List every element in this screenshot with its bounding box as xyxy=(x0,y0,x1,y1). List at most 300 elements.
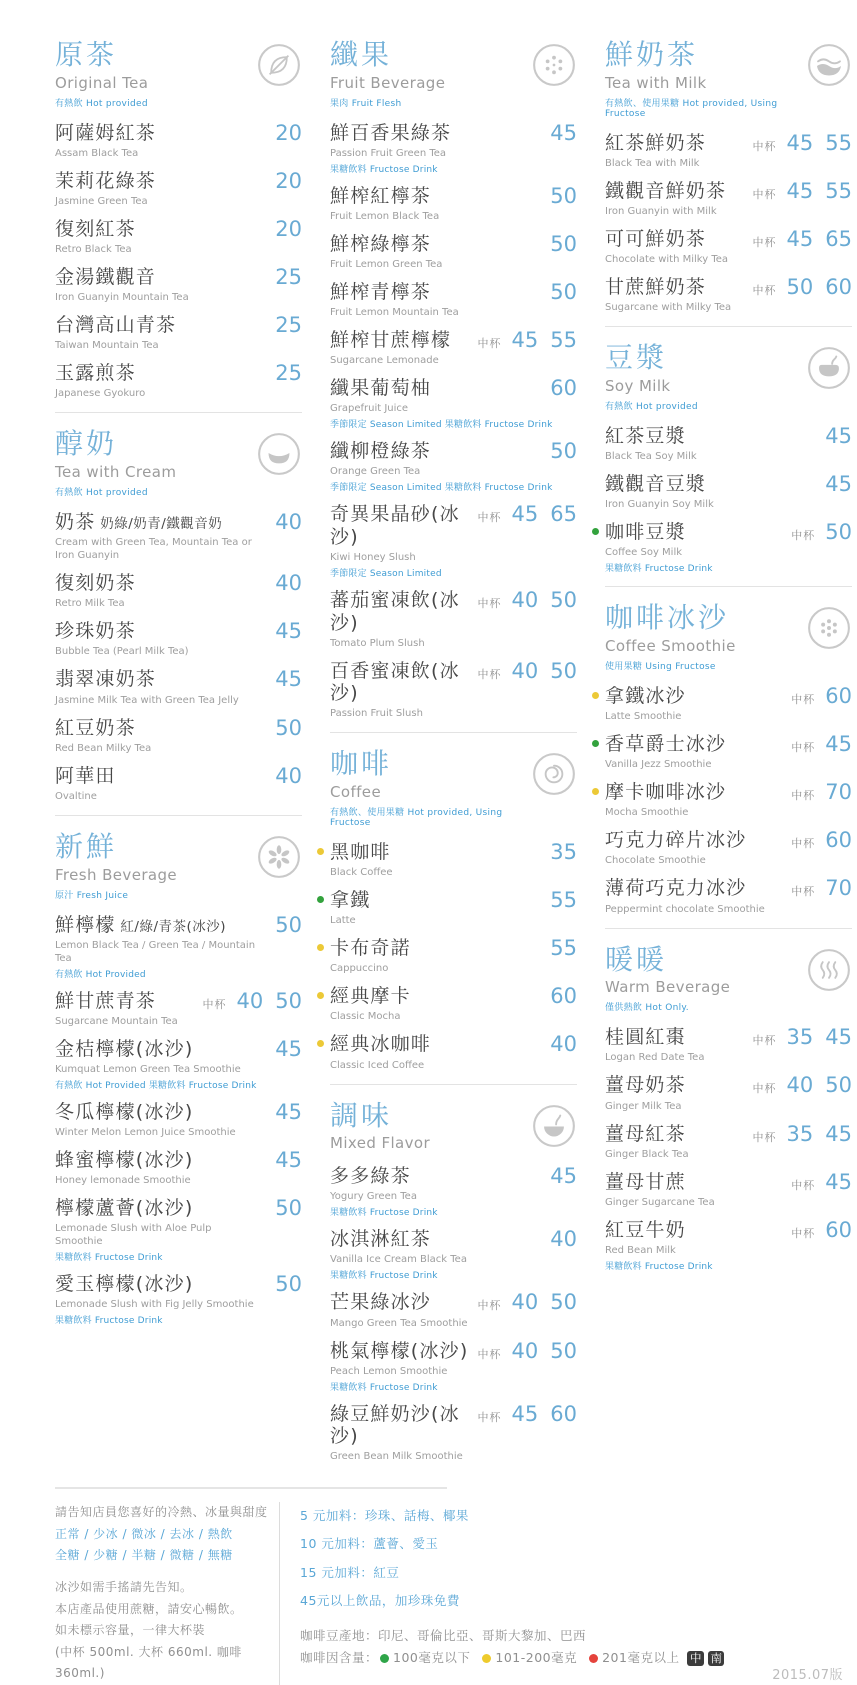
item-name xyxy=(330,985,411,1008)
item-name-en: Honey lemonade Smoothie xyxy=(55,1174,191,1186)
section-fresh-beverage xyxy=(55,829,302,1327)
item-name-variant: 紅/綠/青茶(冰沙) xyxy=(115,918,227,935)
item-row xyxy=(55,990,302,1013)
item-name xyxy=(55,620,136,643)
menu-item xyxy=(605,425,852,463)
item-row xyxy=(55,914,302,937)
item-row xyxy=(55,1038,302,1061)
item-name-en: Vanilla Ice Cream Black Tea xyxy=(330,1254,467,1266)
menu-item xyxy=(330,937,577,975)
price-value: 45 xyxy=(275,1147,302,1172)
item-name-en: Iron Guanyin Mountain Tea xyxy=(55,292,189,304)
item-name-en: Classic Mocha xyxy=(330,1011,401,1023)
item-name xyxy=(330,185,431,208)
item-name xyxy=(330,660,470,706)
item-name-variant: 奶綠/奶青/鐵觀音奶 xyxy=(95,516,223,533)
item-row xyxy=(55,1197,302,1220)
section-titles xyxy=(330,40,445,109)
item-row xyxy=(605,425,852,448)
menu-item xyxy=(605,685,852,723)
item-name-en: Latte Smoothie xyxy=(605,711,682,723)
item-name xyxy=(55,170,156,193)
item-name-en: Green Bean Milk Smoothie xyxy=(330,1451,463,1463)
item-name xyxy=(605,521,686,544)
item-name-zh: 冬瓜檸檬(冰沙) xyxy=(55,1100,194,1123)
item-name xyxy=(330,1403,470,1449)
item-prices xyxy=(542,1033,577,1056)
item-row xyxy=(55,765,302,788)
cup-size-label: 中杯 xyxy=(477,337,502,351)
menu-item xyxy=(330,1228,577,1281)
item-prices xyxy=(542,122,577,145)
price-value: 45 xyxy=(825,732,852,757)
footer-note: 如未標示容量，一律大杯裝 xyxy=(55,1623,206,1638)
cup-size-label: 中杯 xyxy=(752,284,777,298)
item-name-zh: 拿鐵 xyxy=(330,889,371,912)
item-name xyxy=(330,440,431,463)
price-value: 45 xyxy=(786,130,814,155)
section-subtitle: Soy Milk xyxy=(605,376,671,395)
menu-item xyxy=(605,781,852,819)
item-name-en: Peppermint chocolate Smoothie xyxy=(605,903,765,915)
item-note: 季節限定 Season Limited 果糖飲料 Fructose Drink xyxy=(330,420,553,431)
item-row xyxy=(330,1291,577,1314)
item-note: 果糖飲料 Fructose Drink xyxy=(330,164,438,175)
price-value: 35 xyxy=(786,1025,814,1050)
item-name-zh: 蜂蜜檸檬(冰沙) xyxy=(55,1148,194,1171)
item-row xyxy=(55,511,302,534)
item-note: 有熱飲 Hot Provided 果糖飲料 Fructose Drink xyxy=(55,1080,257,1091)
section-header xyxy=(605,343,852,412)
item-name-zh: 鮮榨青檸茶 xyxy=(330,281,432,304)
price-value: 50 xyxy=(786,275,814,300)
cup-size-label: 中杯 xyxy=(752,1082,777,1096)
price-value: 45 xyxy=(550,1164,577,1189)
item-name-en: Assam Black Tea xyxy=(55,147,139,159)
item-prices xyxy=(783,521,852,544)
milk-wave-icon xyxy=(806,42,852,88)
cup-size-label: 中杯 xyxy=(477,597,502,611)
section-titles xyxy=(330,1098,431,1153)
item-name xyxy=(330,1291,431,1314)
item-row xyxy=(605,228,852,251)
price-value: 40 xyxy=(511,588,539,613)
item-name xyxy=(55,1038,193,1061)
item-prices xyxy=(542,841,577,864)
price-value: 60 xyxy=(550,1401,577,1426)
section-warm-beverage xyxy=(605,942,852,1272)
item-prices xyxy=(542,233,577,256)
menu-item xyxy=(55,122,302,160)
price-value: 50 xyxy=(550,439,577,464)
item-name xyxy=(55,1197,193,1220)
price-value: 25 xyxy=(275,313,302,338)
section-titles xyxy=(605,343,698,412)
item-name-zh: 阿薩姆紅茶 xyxy=(55,121,157,144)
item-name-zh: 復刻奶茶 xyxy=(55,572,136,595)
item-note: 果糖飲料 Fructose Drink xyxy=(330,1208,438,1219)
cup-size-label: 中杯 xyxy=(791,837,816,851)
price-value: 35 xyxy=(786,1121,814,1146)
price-value: 45 xyxy=(275,619,302,644)
price-value: 60 xyxy=(825,275,852,300)
item-name-zh: 金湯鐵觀音 xyxy=(55,266,157,289)
section-title: 原茶 xyxy=(55,38,118,71)
item-prices xyxy=(542,1228,577,1251)
section-note: 有熱飲、使用果糖 Hot provided, Using Fructose xyxy=(605,98,778,119)
price-value: 45 xyxy=(511,328,539,353)
item-name xyxy=(330,122,451,145)
item-name-zh: 巧克力碎片冰沙 xyxy=(605,829,747,852)
item-name-zh: 鮮百香果綠茶 xyxy=(330,121,452,144)
item-name-zh: 可可鮮奶茶 xyxy=(605,227,707,250)
item-prices xyxy=(267,668,302,691)
price-value: 50 xyxy=(550,658,577,683)
item-row xyxy=(330,281,577,304)
menu-item xyxy=(605,228,852,266)
section-mixed-flavor xyxy=(330,1098,577,1464)
menu-item xyxy=(55,1038,302,1091)
item-name-en: Bubble Tea (Pearl Milk Tea) xyxy=(55,646,189,658)
item-name-zh: 經典摩卡 xyxy=(330,985,411,1008)
item-name-zh: 卡布奇諾 xyxy=(330,937,411,960)
version-label: 2015.07版 xyxy=(772,1668,843,1684)
section-header xyxy=(55,829,302,901)
item-note: 果糖飲料 Fructose Drink xyxy=(605,1261,713,1272)
price-value: 40 xyxy=(275,763,302,788)
price-value: 45 xyxy=(275,1036,302,1061)
item-row xyxy=(330,1340,577,1363)
price-value: 50 xyxy=(825,1073,852,1098)
item-name-en: Chocolate Smoothie xyxy=(605,855,706,867)
menu-item xyxy=(55,266,302,304)
price-value: 40 xyxy=(550,1032,577,1057)
item-name xyxy=(605,473,706,496)
menu-item xyxy=(605,1026,852,1064)
item-name xyxy=(330,841,391,864)
item-prices xyxy=(542,377,577,400)
item-name-zh: 鮮檸檬 xyxy=(55,913,116,936)
item-row xyxy=(330,589,577,635)
caffeine-yellow-dot-icon xyxy=(317,1040,324,1047)
item-name-en: Black Coffee xyxy=(330,867,393,879)
sugar-options: 全糖 / 少糖 / 半糖 / 微糖 / 無糖 xyxy=(55,1548,233,1563)
caffeine-green-dot-icon xyxy=(317,896,324,903)
price-value: 55 xyxy=(550,936,577,961)
price-value: 20 xyxy=(275,168,302,193)
menu-item xyxy=(330,1340,577,1393)
price-value: 45 xyxy=(825,1121,852,1146)
item-name-en: Fruit Lemon Mountain Tea xyxy=(330,307,459,319)
item-name-en: Ovaltine xyxy=(55,790,97,802)
item-row xyxy=(55,1101,302,1124)
item-name-en: Sugarcane with Milky Tea xyxy=(605,302,732,314)
price-value: 70 xyxy=(825,780,852,805)
price-value: 45 xyxy=(550,120,577,145)
item-name xyxy=(55,990,156,1013)
item-name-en: Passion Fruit Green Tea xyxy=(330,147,447,159)
cup-size-label: 中杯 xyxy=(752,1130,777,1144)
menu-item xyxy=(605,1074,852,1112)
section-tea-with-cream xyxy=(55,429,302,802)
menu-item xyxy=(605,521,852,574)
menu-item xyxy=(330,185,577,223)
item-name-en: Passion Fruit Slush xyxy=(330,708,423,720)
cup-size-label: 中杯 xyxy=(791,789,816,803)
item-name xyxy=(55,511,222,534)
section-header xyxy=(605,603,852,672)
item-name-zh: 薄荷巧克力冰沙 xyxy=(605,877,747,900)
price-value: 40 xyxy=(511,1290,539,1315)
item-name-zh: 珍珠奶茶 xyxy=(55,620,136,643)
price-value: 45 xyxy=(825,1025,852,1050)
item-name-en: Fruit Lemon Black Tea xyxy=(330,210,440,222)
menu-item xyxy=(330,122,577,175)
item-name-en: Kumquat Lemon Green Tea Smoothie xyxy=(55,1063,241,1075)
preference-notice: 請告知店員您喜好的冷熱、冰量與甜度 xyxy=(55,1505,268,1520)
item-row xyxy=(605,473,852,496)
item-name xyxy=(605,829,746,852)
item-row xyxy=(55,668,302,691)
item-name xyxy=(330,1228,431,1251)
item-name-zh: 玉露煎茶 xyxy=(55,362,136,385)
cup-size-label: 中杯 xyxy=(477,1299,502,1313)
menu-item xyxy=(605,733,852,771)
section-note: 有熱飲 Hot provided xyxy=(55,98,148,109)
menu-item xyxy=(55,990,302,1028)
item-name-en: Grapefruit Juice xyxy=(330,403,409,415)
item-prices xyxy=(817,425,852,448)
item-note: 果糖飲料 Fructose Drink xyxy=(330,1382,438,1393)
item-prices xyxy=(745,276,852,299)
price-value: 55 xyxy=(825,178,852,203)
soy-pot-icon xyxy=(806,345,852,391)
addon-line: 5 元加料：珍珠、話梅、椰果 xyxy=(300,1508,469,1524)
item-note: 果糖飲料 Fructose Drink xyxy=(605,564,713,575)
menu-item xyxy=(55,170,302,208)
price-value: 50 xyxy=(550,1290,577,1315)
section-note: 果肉 Fruit Flesh xyxy=(330,98,402,109)
item-name-zh: 茉莉花綠茶 xyxy=(55,169,157,192)
menu-item xyxy=(330,281,577,319)
menu-item xyxy=(330,329,577,367)
item-name xyxy=(55,914,226,937)
item-note: 果糖飲料 Fructose Drink xyxy=(330,1271,438,1282)
section-divider xyxy=(605,928,852,929)
menu-item xyxy=(605,1171,852,1209)
price-value: 45 xyxy=(825,1169,852,1194)
item-name-zh: 芒果綠冰沙 xyxy=(330,1291,432,1314)
section-coffee-smoothie xyxy=(605,603,852,915)
menu-item xyxy=(330,1165,577,1218)
section-note: 使用果糖 Using Fructose xyxy=(605,662,716,673)
item-row xyxy=(605,1171,852,1194)
section-divider xyxy=(605,586,852,587)
item-row xyxy=(605,733,852,756)
item-name xyxy=(55,1273,193,1296)
item-name-zh: 奶茶 xyxy=(55,511,96,534)
item-name-en: Black Tea Soy Milk xyxy=(605,451,697,463)
leaf-icon xyxy=(256,42,302,88)
section-subtitle: Original Tea xyxy=(55,73,149,92)
section-titles xyxy=(605,603,736,672)
item-note: 果糖飲料 Fructose Drink xyxy=(55,1316,163,1327)
menu-item xyxy=(605,1219,852,1272)
menu-item xyxy=(605,473,852,511)
price-value: 45 xyxy=(275,667,302,692)
menu-item xyxy=(55,218,302,256)
item-name xyxy=(605,685,686,708)
caffeine-legend-item xyxy=(378,1647,470,1670)
price-value: 20 xyxy=(275,216,302,241)
item-prices xyxy=(783,1171,852,1194)
item-name xyxy=(55,765,116,788)
cup-size-label: 中杯 xyxy=(477,667,502,681)
caffeine-legend-item xyxy=(470,1647,577,1670)
citrus-slice-icon xyxy=(256,834,302,880)
price-value: 60 xyxy=(825,684,852,709)
item-prices xyxy=(470,503,577,526)
price-value: 45 xyxy=(511,1401,539,1426)
item-prices xyxy=(267,1101,302,1124)
footer-note: 冰沙如需手搖請先告知。 xyxy=(55,1580,193,1595)
item-name xyxy=(605,1074,686,1097)
section-title: 豆漿 xyxy=(605,341,668,375)
price-value: 50 xyxy=(275,1195,302,1220)
item-row xyxy=(330,1165,577,1188)
item-row xyxy=(55,1149,302,1172)
item-row xyxy=(330,329,577,352)
item-name xyxy=(55,314,176,337)
price-value: 40 xyxy=(511,658,539,683)
item-prices xyxy=(745,1123,852,1146)
item-row xyxy=(330,503,577,549)
item-name xyxy=(605,132,706,155)
item-name xyxy=(605,733,726,756)
item-row xyxy=(55,266,302,289)
item-name-zh: 紅茶鮮奶茶 xyxy=(605,131,707,154)
price-value: 50 xyxy=(550,588,577,613)
item-prices xyxy=(745,228,852,251)
menu-item xyxy=(330,589,577,650)
item-name-zh: 薑母甘蔗 xyxy=(605,1170,686,1193)
item-name-zh: 甘蔗鮮奶茶 xyxy=(605,276,707,299)
coffee-origin: 咖啡豆產地：印尼、哥倫比亞、哥斯大黎加、巴西 xyxy=(300,1627,587,1643)
item-prices xyxy=(542,185,577,208)
item-name xyxy=(55,122,156,145)
cup-size-label: 中杯 xyxy=(791,1226,816,1240)
item-name-zh: 台灣高山青茶 xyxy=(55,314,177,337)
item-prices xyxy=(267,717,302,740)
menu-item xyxy=(55,1101,302,1139)
green-dot-icon xyxy=(380,1654,389,1663)
item-name-en: Jasmine Milk Tea with Green Tea Jelly xyxy=(55,694,239,706)
menu-item xyxy=(330,889,577,927)
item-prices xyxy=(783,877,852,900)
cup-size-label: 中杯 xyxy=(791,693,816,707)
item-row xyxy=(605,781,852,804)
item-name-en: Lemonade Slush with Fig Jelly Smoothie xyxy=(55,1299,254,1311)
ice-options: 正常 / 少冰 / 微冰 / 去冰 / 熱飲 xyxy=(55,1526,233,1541)
menu-column-3 xyxy=(605,40,852,1282)
price-value: 50 xyxy=(825,520,852,545)
section-divider xyxy=(330,732,577,733)
price-value: 40 xyxy=(786,1073,814,1098)
section-titles xyxy=(605,942,731,1014)
menu-item xyxy=(55,1273,302,1326)
item-row xyxy=(55,717,302,740)
cup-size-label: 中杯 xyxy=(752,1034,777,1048)
item-row xyxy=(330,889,577,912)
bowl-spoon-icon xyxy=(531,1103,577,1149)
item-name xyxy=(330,937,411,960)
section-divider xyxy=(605,326,852,327)
menu-item xyxy=(55,511,302,562)
coffee-swirl-icon xyxy=(531,751,577,797)
section-subtitle: Warm Beverage xyxy=(605,978,731,997)
item-name-en: Latte xyxy=(330,915,356,927)
item-prices xyxy=(470,660,577,683)
menu-item xyxy=(330,440,577,493)
item-name-en: Vanilla Jezz Smoothie xyxy=(605,759,712,771)
item-name-zh: 多多綠茶 xyxy=(330,1165,411,1188)
item-prices xyxy=(542,281,577,304)
footer-columns xyxy=(55,1502,845,1685)
section-original-tea xyxy=(55,40,302,400)
item-name-en: Fruit Lemon Green Tea xyxy=(330,259,443,271)
item-prices xyxy=(542,440,577,463)
item-prices xyxy=(267,765,302,788)
footer xyxy=(55,1487,845,1685)
item-name-zh: 鮮榨紅檸茶 xyxy=(330,184,432,207)
price-value: 25 xyxy=(275,265,302,290)
item-name-zh: 經典冰咖啡 xyxy=(330,1033,432,1056)
section-title: 醇奶 xyxy=(55,427,118,461)
cup-size-label: 中杯 xyxy=(791,1178,816,1192)
item-name-en: Tomato Plum Slush xyxy=(330,637,425,649)
caffeine-yellow-dot-icon xyxy=(592,692,599,699)
item-name-en: Coffee Soy Milk xyxy=(605,547,683,559)
price-value: 45 xyxy=(786,178,814,203)
price-value: 45 xyxy=(786,226,814,251)
item-name xyxy=(55,362,136,385)
item-name-en: Mango Green Tea Smoothie xyxy=(330,1317,468,1329)
menu-column-2 xyxy=(330,40,577,1473)
item-prices xyxy=(542,985,577,1008)
cup-size-label: 中杯 xyxy=(791,529,816,543)
caffeine-legend-label: 100毫克以下 xyxy=(393,1650,471,1666)
caffeine-legend-title: 咖啡因含量： xyxy=(300,1650,379,1666)
section-header xyxy=(55,40,302,109)
item-name-zh: 纖柳橙綠茶 xyxy=(330,440,432,463)
footer-divider xyxy=(55,1487,447,1489)
item-prices xyxy=(470,1291,577,1314)
cup-size-label: 中杯 xyxy=(202,997,227,1011)
item-name-zh: 阿華田 xyxy=(55,764,116,787)
item-row xyxy=(330,1403,577,1449)
item-prices xyxy=(783,781,852,804)
price-value: 65 xyxy=(825,226,852,251)
menu-item xyxy=(330,985,577,1023)
item-prices xyxy=(267,914,302,937)
section-note: 僅供熱飲 Hot Only. xyxy=(605,1003,689,1014)
menu-item xyxy=(605,1123,852,1161)
price-value: 40 xyxy=(550,1227,577,1252)
item-note: 季節限定 Season Limited xyxy=(330,569,442,580)
region-badge-central: 中 xyxy=(687,1651,704,1667)
cup-size-label: 中杯 xyxy=(791,741,816,755)
price-value: 55 xyxy=(550,328,577,353)
